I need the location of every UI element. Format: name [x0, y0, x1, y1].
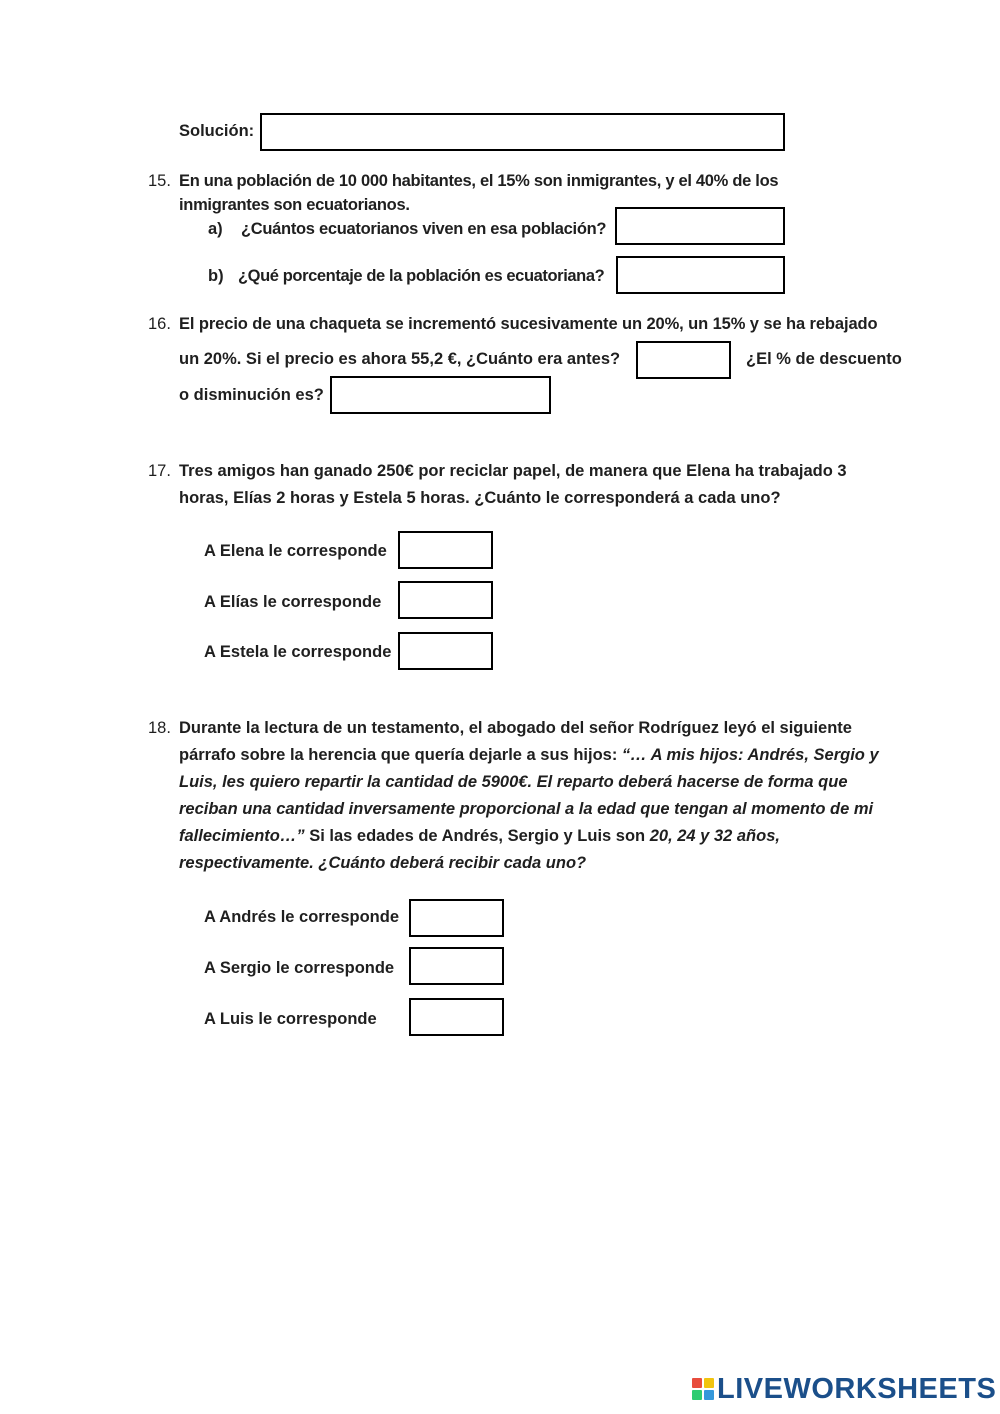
question-15a-answer-input[interactable]	[615, 207, 785, 245]
question-15b-answer-input[interactable]	[616, 256, 785, 294]
question-18-number: 18.	[148, 719, 171, 737]
answer-label-andres: A Andrés le corresponde	[204, 908, 399, 926]
logo-square-4	[704, 1390, 714, 1400]
question-15b-marker: b)	[208, 267, 224, 285]
logo-square-3	[692, 1390, 702, 1400]
question-15a-text: ¿Cuántos ecuatorianos viven en esa población?	[241, 220, 607, 238]
question-18-line-5: fallecimiento…” Si las edades de Andrés, Sergio y Luis son 20, 24 y 32 años,	[179, 827, 780, 845]
question-16-line-3: o disminución es?	[179, 386, 324, 404]
liveworksheets-logo-icon	[692, 1378, 714, 1400]
solution-label: Solución:	[179, 122, 255, 140]
question-16-number: 16.	[148, 315, 171, 333]
question-18-line-2: párrafo sobre la herencia que quería dejarle a sus hijos: “… A mis hijos: Andrés, Sergio y	[179, 746, 879, 764]
question-15-line-2: inmigrantes son ecuatorianos.	[179, 196, 410, 214]
answer-label-estela: A Estela le corresponde	[204, 643, 392, 661]
answer-input-estela[interactable]	[398, 632, 493, 670]
answer-label-sergio: A Sergio le corresponde	[204, 959, 395, 977]
question-16-line-1: El precio de una chaqueta se incrementó sucesivamente un 20%, un 15% y se ha rebajado	[179, 315, 878, 333]
answer-input-andres[interactable]	[409, 899, 504, 937]
question-16-discount-prompt: ¿El % de descuento	[746, 350, 902, 368]
answer-input-elias[interactable]	[398, 581, 493, 619]
question-16-line-2: un 20%. Si el precio es ahora 55,2 €, ¿Cuánto era antes?	[179, 350, 621, 368]
question-15-line-1: En una población de 10 000 habitantes, el 15% son inmigrantes, y el 40% de los	[179, 172, 779, 190]
answer-input-elena[interactable]	[398, 531, 493, 569]
question-15a-marker: a)	[208, 220, 223, 238]
answer-label-luis: A Luis le corresponde	[204, 1010, 377, 1028]
question-16-previous-price-input[interactable]	[636, 341, 731, 379]
question-16-discount-input[interactable]	[330, 376, 551, 414]
question-17-line-2: horas, Elías 2 horas y Estela 5 horas. ¿Cuánto le corresponderá a cada uno?	[179, 489, 781, 507]
question-18-line-4: reciban una cantidad inversamente proporcional a la edad que tengan al momento de mi	[179, 800, 874, 818]
liveworksheets-logo	[692, 1372, 996, 1406]
answer-label-elena: A Elena le corresponde	[204, 542, 387, 560]
solution-answer-input[interactable]	[260, 113, 785, 151]
answer-input-sergio[interactable]	[409, 947, 504, 985]
question-15b-text: ¿Qué porcentaje de la población es ecuatoriana?	[238, 267, 605, 285]
question-17-line-1: Tres amigos han ganado 250€ por reciclar papel, de manera que Elena ha trabajado 3	[179, 462, 847, 480]
question-18-line-6: respectivamente. ¿Cuánto deberá recibir cada uno?	[179, 854, 587, 872]
question-18-line-1: Durante la lectura de un testamento, el abogado del señor Rodríguez leyó el siguiente	[179, 719, 852, 737]
liveworksheets-brand-text: LIVEWORKSHEETS	[717, 1372, 997, 1405]
question-15-number: 15.	[148, 172, 171, 190]
answer-label-elias: A Elías le corresponde	[204, 593, 382, 611]
question-18-line-3: Luis, les quiero repartir la cantidad de 5900€. El reparto deberá hacerse de forma que	[179, 773, 848, 791]
question-17-number: 17.	[148, 462, 171, 480]
answer-input-luis[interactable]	[409, 998, 504, 1036]
logo-square-2	[704, 1378, 714, 1388]
logo-square-1	[692, 1378, 702, 1388]
